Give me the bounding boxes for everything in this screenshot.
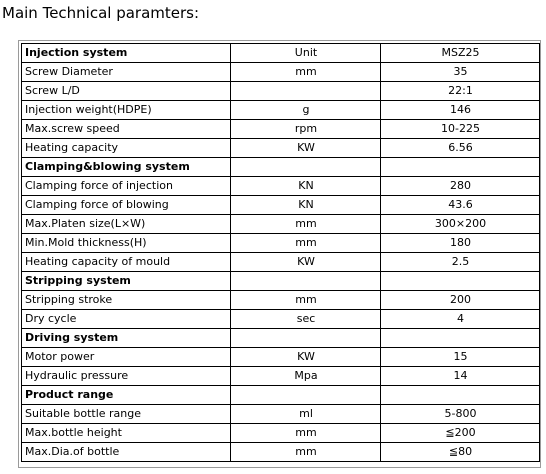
parameter-name-cell: Max.Dia.of bottle (22, 443, 231, 462)
table-row (22, 63, 540, 82)
parameter-name-cell: Injection weight(HDPE) (22, 101, 231, 120)
parameter-name-cell: Screw Diameter (22, 63, 231, 82)
table-body (22, 44, 540, 462)
section-empty-cell (231, 386, 381, 405)
unit-cell: sec (231, 310, 381, 329)
value-cell: 180 (381, 234, 540, 253)
section-empty-cell (381, 272, 540, 291)
value-cell: ≦200 (381, 424, 540, 443)
unit-cell: Mpa (231, 367, 381, 386)
unit-cell: KN (231, 177, 381, 196)
unit-cell: KW (231, 348, 381, 367)
parameter-name-cell: Screw L/D (22, 82, 231, 101)
table-row (22, 310, 540, 329)
table-row (22, 234, 540, 253)
section-header-row (22, 329, 540, 348)
value-cell: 15 (381, 348, 540, 367)
unit-cell: g (231, 101, 381, 120)
section-header-row (22, 158, 540, 177)
value-cell: 10-225 (381, 120, 540, 139)
unit-cell: mm (231, 215, 381, 234)
unit-cell: ml (231, 405, 381, 424)
table-row (22, 215, 540, 234)
unit-cell: KN (231, 196, 381, 215)
table-row (22, 443, 540, 462)
value-cell: 300×200 (381, 215, 540, 234)
section-empty-cell (381, 158, 540, 177)
table-row (22, 139, 540, 158)
parameter-name-cell: Hydraulic pressure (22, 367, 231, 386)
parameter-name-cell: Suitable bottle range (22, 405, 231, 424)
section-empty-cell (231, 158, 381, 177)
table-row (22, 120, 540, 139)
value-cell: 35 (381, 63, 540, 82)
section-title-cell: Stripping system (22, 272, 231, 291)
parameter-name-cell: Stripping stroke (22, 291, 231, 310)
value-cell: 14 (381, 367, 540, 386)
section-header-row (22, 386, 540, 405)
section-empty-cell (381, 329, 540, 348)
header-model-cell: MSZ25 (381, 44, 540, 63)
table-row (22, 196, 540, 215)
parameter-name-cell: Motor power (22, 348, 231, 367)
unit-cell: mm (231, 234, 381, 253)
parameter-name-cell: Heating capacity of mould (22, 253, 231, 272)
unit-cell: KW (231, 253, 381, 272)
table-row (22, 405, 540, 424)
parameter-name-cell: Max.bottle height (22, 424, 231, 443)
table-row (22, 253, 540, 272)
section-empty-cell (231, 329, 381, 348)
section-empty-cell (381, 386, 540, 405)
table-row (22, 101, 540, 120)
value-cell: 22:1 (381, 82, 540, 101)
header-unit-cell: Unit (231, 44, 381, 63)
value-cell: 6.56 (381, 139, 540, 158)
page-title: Main Technical paramters: (2, 4, 200, 22)
parameter-name-cell: Max.screw speed (22, 120, 231, 139)
table-row (22, 367, 540, 386)
table-header-row (22, 44, 540, 63)
value-cell: ≦80 (381, 443, 540, 462)
unit-cell: mm (231, 424, 381, 443)
section-header-row (22, 272, 540, 291)
value-cell: 43.6 (381, 196, 540, 215)
table-row (22, 348, 540, 367)
unit-cell: mm (231, 291, 381, 310)
parameter-name-cell: Max.Platen size(L×W) (22, 215, 231, 234)
table-row (22, 424, 540, 443)
header-section-cell: Injection system (22, 44, 231, 63)
unit-cell: mm (231, 63, 381, 82)
unit-cell (231, 82, 381, 101)
parameter-name-cell: Min.Mold thickness(H) (22, 234, 231, 253)
section-title-cell: Driving system (22, 329, 231, 348)
value-cell: 4 (381, 310, 540, 329)
table-row (22, 291, 540, 310)
value-cell: 2.5 (381, 253, 540, 272)
table-row (22, 177, 540, 196)
table-row (22, 82, 540, 101)
parameter-name-cell: Clamping force of blowing (22, 196, 231, 215)
section-empty-cell (231, 272, 381, 291)
unit-cell: rpm (231, 120, 381, 139)
parameter-name-cell: Clamping force of injection (22, 177, 231, 196)
unit-cell: mm (231, 443, 381, 462)
value-cell: 146 (381, 101, 540, 120)
value-cell: 200 (381, 291, 540, 310)
technical-parameters-table (21, 43, 540, 462)
value-cell: 5-800 (381, 405, 540, 424)
parameter-name-cell: Heating capacity (22, 139, 231, 158)
parameter-name-cell: Dry cycle (22, 310, 231, 329)
value-cell: 280 (381, 177, 540, 196)
unit-cell: KW (231, 139, 381, 158)
section-title-cell: Product range (22, 386, 231, 405)
section-title-cell: Clamping&blowing system (22, 158, 231, 177)
